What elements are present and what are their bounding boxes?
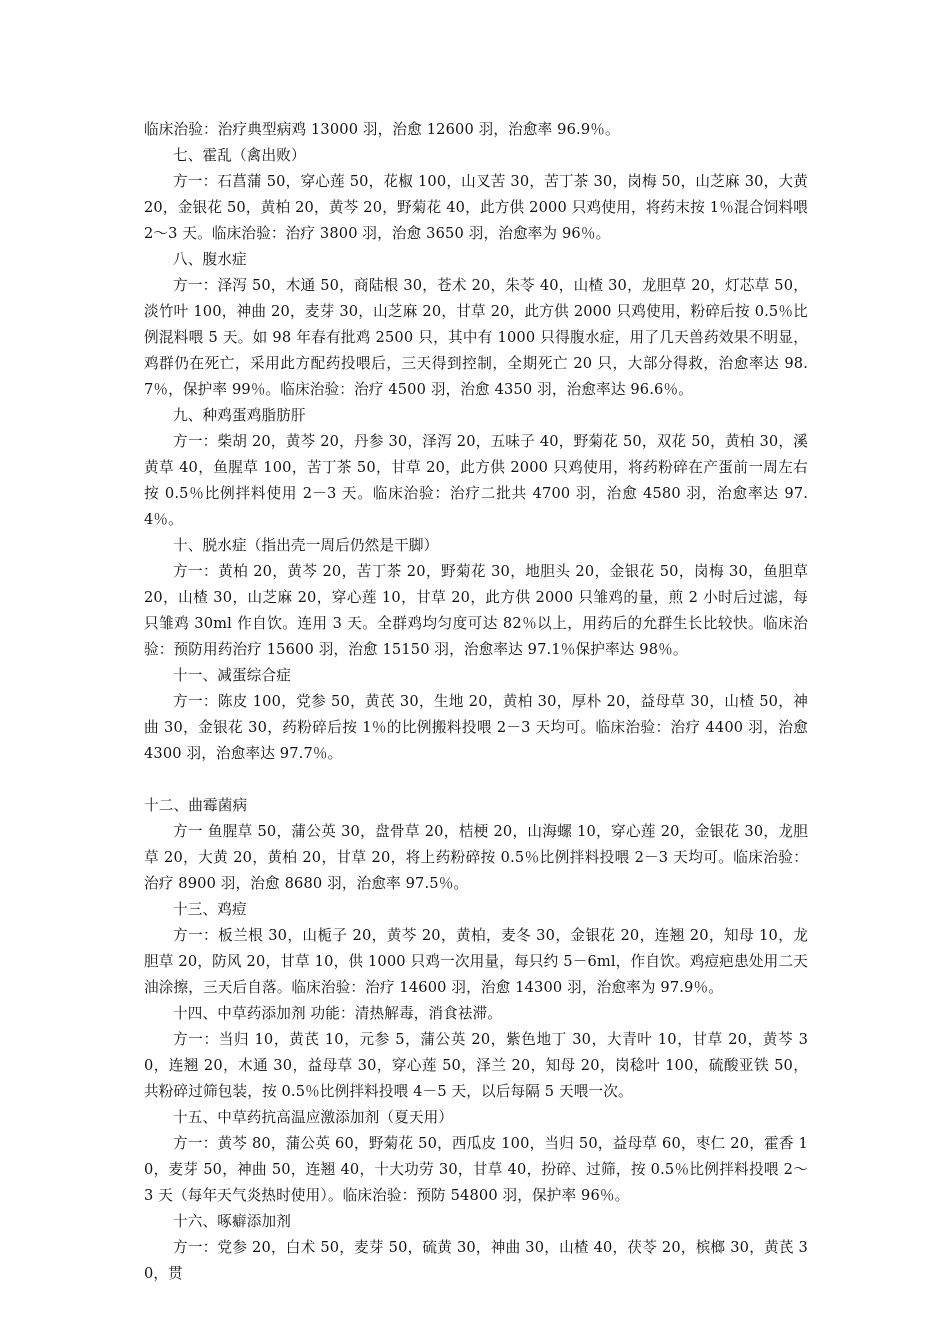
paragraph-9-1: 方一：柴胡 20，黄芩 20，丹参 30，泽泻 20，五味子 40，野菊花 50，双花 50，黄柏 30，溪黄草 40，鱼腥草 100，苦丁茶 50，甘草 20，此方供 2000 只鸡使用，将药粉碎在产蛋前一周左右按 0.5％比例拌料使用 2－3 天。临床治验：治疗二批共 4700 羽，治愈 4580 羽，治愈率达 97.4％。	[144, 433, 808, 528]
paragraph-15-1: 方一：黄芩 80，蒲公英 60，野菊花 50，西瓜皮 100，当归 50，益母草 60，枣仁 20，霍香 10，麦芽 50，神曲 50，连翘 40，十大功劳 30，甘草 40，扮碎、过筛，按 0.5％比例拌料投喂 2～3 天（每年天气炎热时使用）。临床治验：预防 54800 羽，保护率 96％。	[144, 1135, 808, 1204]
paragraph-13-1: 方一：板兰根 30，山栀子 20，黄芩 20，黄柏，麦冬 30，金银花 20，连翘 20，知母 10，龙胆草 20，防风 20，甘草 10，供 1000 只鸡一次用量，每只约 5－6ml，作自饮。鸡痘疤患处用二天油涂擦，三天后自落。临床治验：治疗 14600 羽，治愈 14300 羽，治愈率为 97.9％。	[144, 927, 808, 996]
paragraph-7-1: 方一：石菖蒲 50，穿心莲 50，花椒 100，山叉苦 30，苦丁茶 30，岗梅 50，山芝麻 30，大黄 20，金银花 50，黄柏 20，黄芩 20，野菊花 40，此方供 2000 只鸡使用，将药末按 1％混合饲料喂 2～3 天。临床治验：治疗 3800 羽，治愈 3650 羽，治愈率为 96％。	[144, 173, 808, 242]
paragraph-11-1: 方一：陈皮 100，党参 50，黄芪 30，生地 20，黄柏 30，厚朴 20，益母草 30，山楂 50，神曲 30，金银花 30，药粉碎后按 1％的比例搬料投喂 2－3 天均可。临床治验：治疗 4400 羽，治愈 4300 羽，治愈率达 97.7％。	[144, 693, 808, 762]
section-heading-7: 七、霍乱（禽出败）	[173, 147, 306, 164]
section-heading-16: 十六、啄癖添加剂	[173, 1213, 291, 1230]
paragraph-16-1: 方一：党参 20，白术 50，麦芽 50，硫黄 30，神曲 30，山楂 40，茯苓 20，槟榔 30，黄芪 30，贯	[144, 1239, 808, 1282]
section-heading-13: 十三、鸡痘	[173, 901, 247, 918]
section-heading-8: 八、腹水症	[173, 251, 247, 268]
section-heading-12: 十二、曲霉菌病	[144, 797, 248, 814]
paragraph-10-1: 方一：黄柏 20，黄芩 20，苦丁茶 20，野菊花 30，地胆头 20，金银花 50，岗梅 30，鱼胆草 20，山楂 30，山芝麻 20，穿心莲 10，甘草 20，此方供 2000 只雏鸡的量，煎 2 小时后过滤，每只雏鸡 30ml 作自饮。连用 3 天。全群鸡均匀度可达 82％以上，用药后的允群生长比较快。临床治验：预防用药治疗 15600 羽，治愈 15150 羽，治愈率达 97.1％保护率达 98％。	[144, 563, 808, 658]
section-heading-15: 十五、中草药抗高温应激添加剂（夏天用）	[173, 1109, 454, 1126]
document-page	[144, 117, 808, 1287]
blank-line	[144, 767, 808, 793]
section-heading-14: 十四、中草药添加剂 功能：清热解毒，消食祛滞。	[173, 1005, 503, 1022]
section-heading-10: 十、脱水症（指出壳一周后仍然是干脚）	[173, 537, 439, 554]
section-heading-9: 九、种鸡蛋鸡脂肪肝	[173, 407, 306, 424]
paragraph-14-1: 方一：当归 10，黄芪 10，元参 5，蒲公英 20，紫色地丁 30，大青叶 10，甘草 20，黄芩 30，连翘 20，木通 30，益母草 30，穿心莲 50，泽兰 20，知母 20，岗稔叶 100，硫酸亚铁 50，共粉碎过筛包装，按 0.5％比例拌料投喂 4－5 天，以后每隔 5 天喂一次。	[144, 1031, 808, 1100]
section-heading-11: 十一、减蛋综合症	[173, 667, 291, 684]
paragraph-0: 临床治验：治疗典型病鸡 13000 羽，治愈 12600 羽，治愈率 96.9％。	[144, 121, 620, 138]
paragraph-8-1: 方一：泽泻 50，木通 50，商陆根 30，苍术 20，朱苓 40，山楂 30，龙胆草 20，灯芯草 50，淡竹叶 100，神曲 20，麦芽 30，山芝麻 20，甘草 20，此方供 2000 只鸡使用，粉碎后按 0.5％比例混料喂 5 天。如 98 年春有批鸡 2500 只，其中有 1000 只得腹水症，用了几天兽药效果不明显，鸡群仍在死亡，采用此方配药投喂后，三天得到控制，全期死亡 20 只，大部分得救，治愈率达 98.7％，保护率 99％。临床治验：治疗 4500 羽，治愈 4350 羽，治愈率达 96.6％。	[144, 277, 808, 398]
paragraph-12-1: 方一 鱼腥草 50，蒲公英 30，盘骨草 20，桔梗 20，山海螺 10，穿心莲 20，金银花 30，龙胆草 20，大黄 20，黄柏 20，甘草 20，将上药粉碎按 0.5％比例拌料投喂 2－3 天均可。临床治验：治疗 8900 羽，治愈 8680 羽，治愈率 97.5％。	[144, 823, 808, 892]
